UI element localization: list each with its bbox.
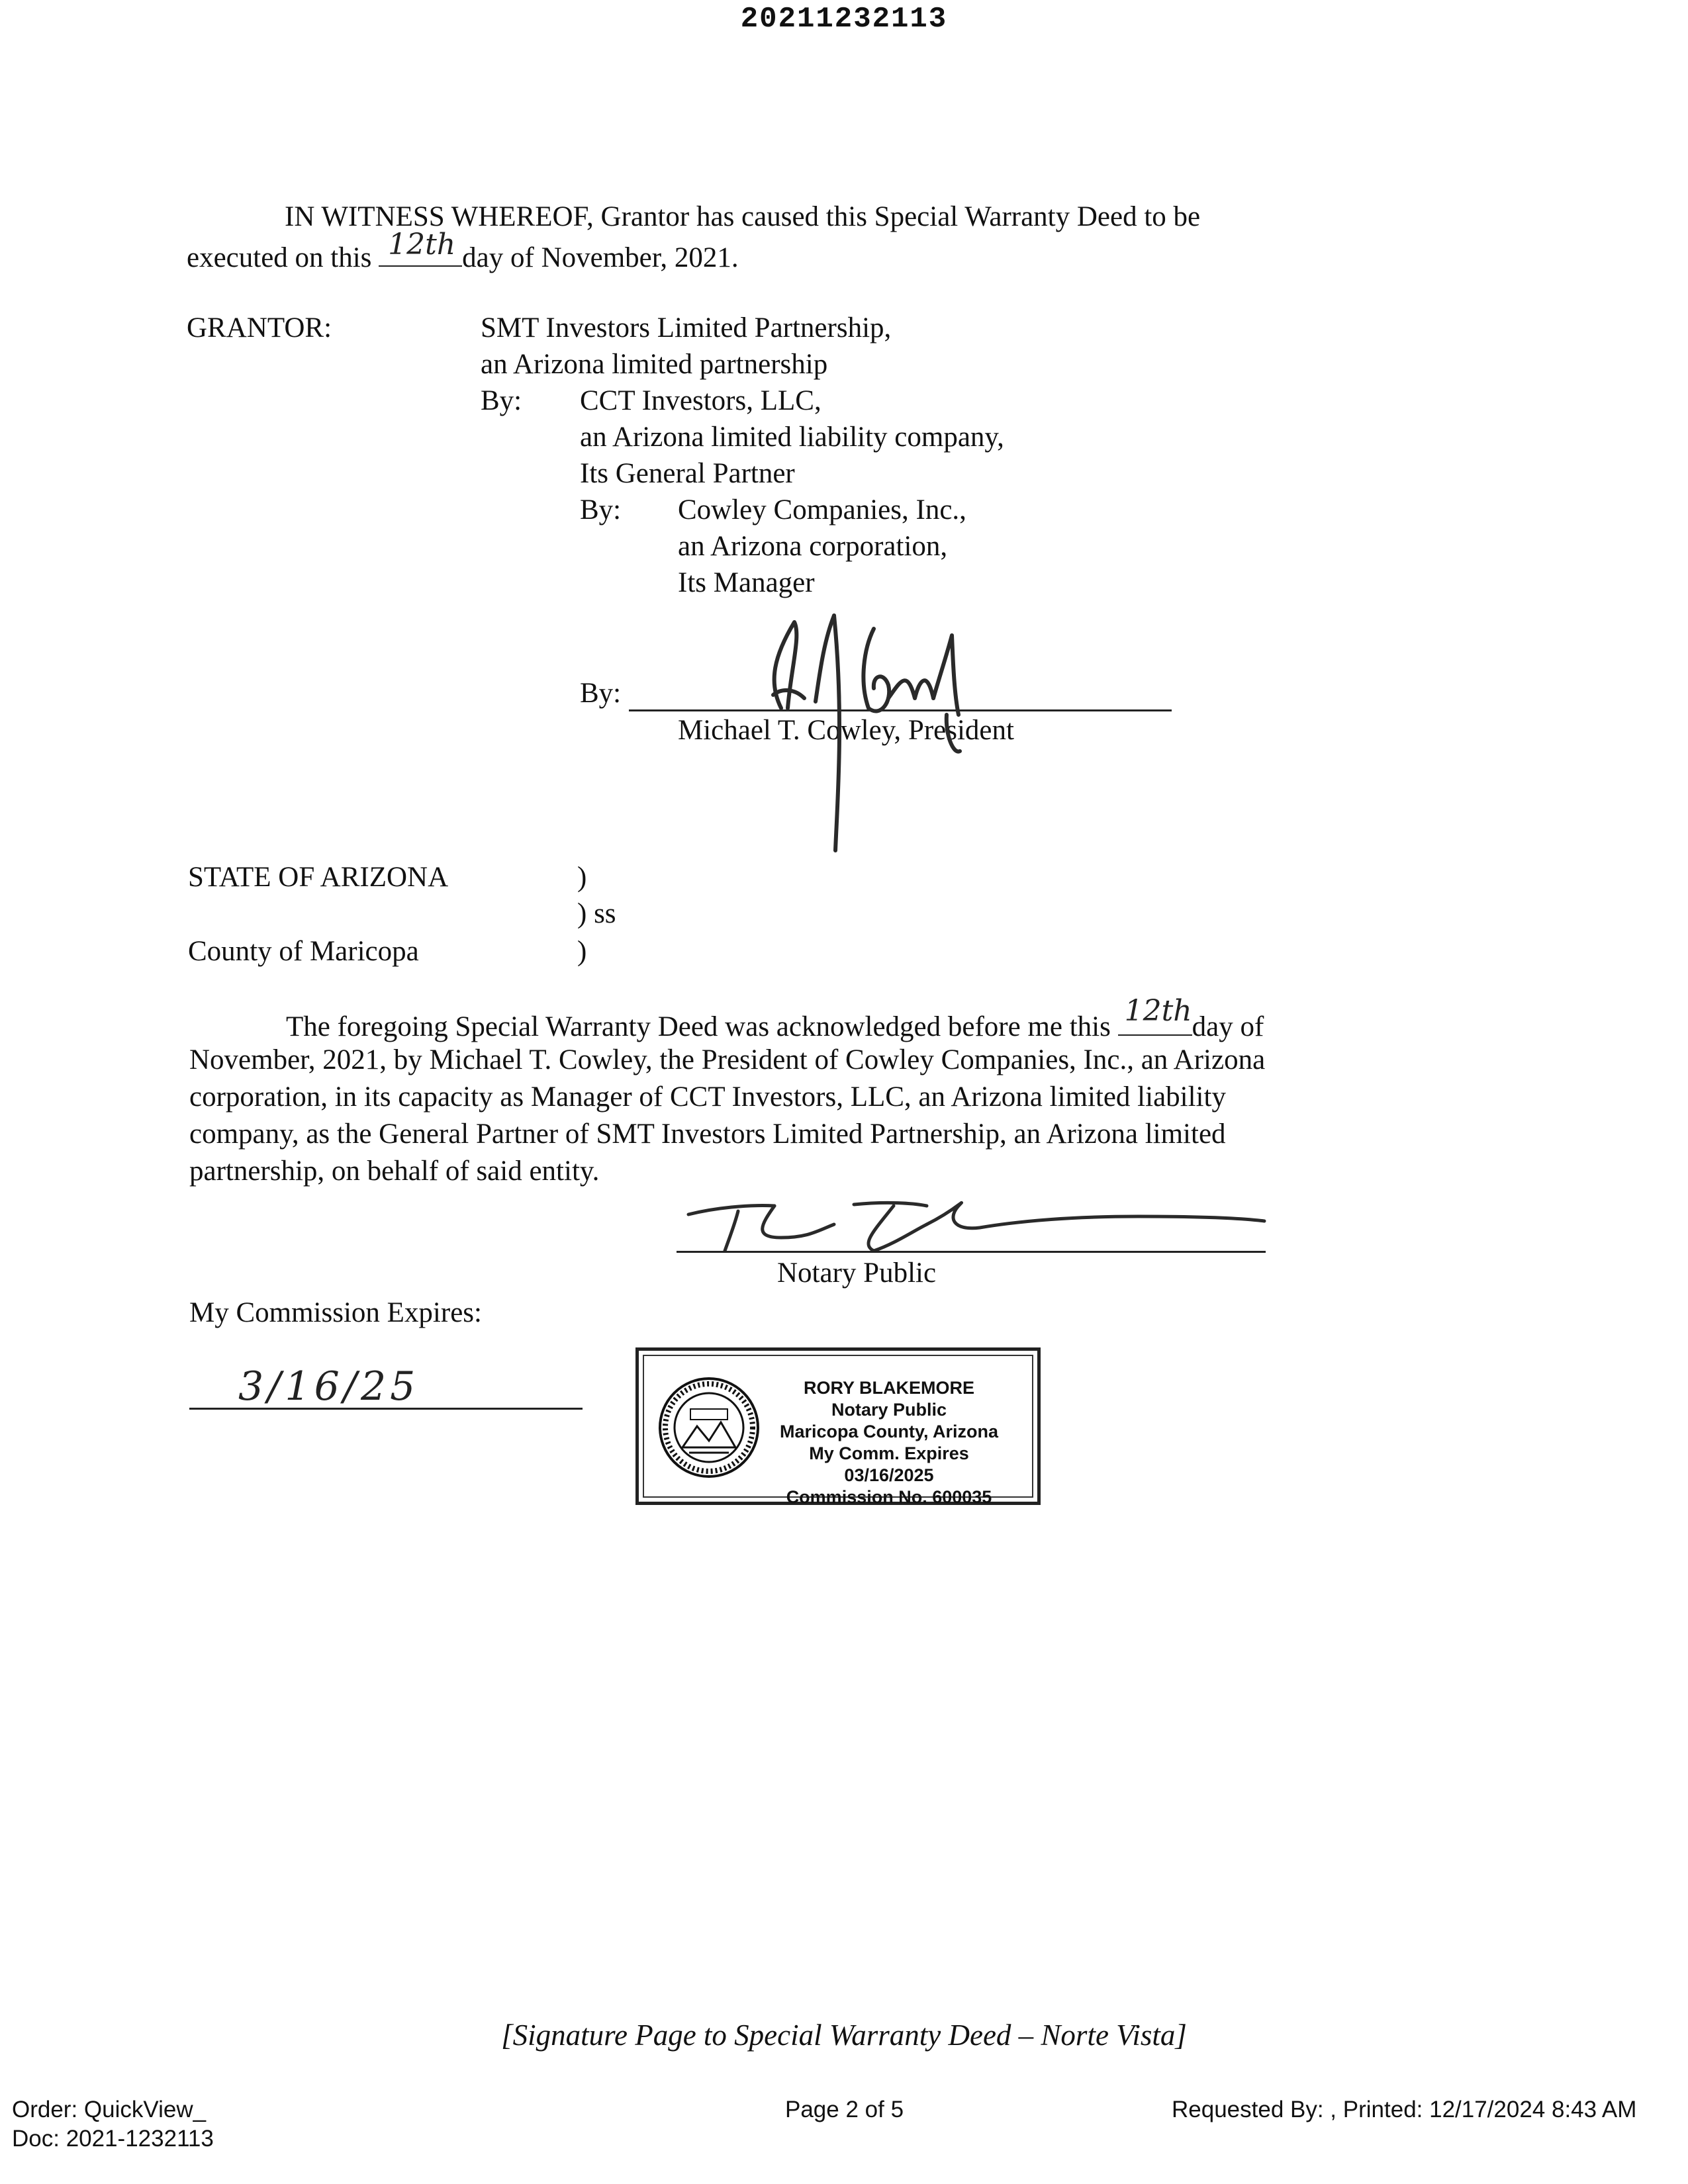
witness-day-handwritten: 12th bbox=[388, 228, 456, 261]
notary-stamp bbox=[635, 1347, 1041, 1505]
venue-county: County of Maricopa bbox=[188, 936, 419, 967]
by2-type: an Arizona corporation, bbox=[678, 531, 948, 562]
notary-public-label: Notary Public bbox=[777, 1257, 937, 1289]
by-label-2: By: bbox=[580, 494, 622, 525]
document-number-header: 20211232113 bbox=[740, 3, 948, 36]
stamp-title: Notary Public bbox=[831, 1400, 947, 1420]
venue-state: STATE OF ARIZONA bbox=[188, 862, 449, 893]
signature-page-caption: [Signature Page to Special Warranty Deed – Norte Vista] bbox=[501, 2019, 1187, 2052]
grantor-signature-icon bbox=[741, 582, 1019, 860]
ack-day-handwritten: 12th bbox=[1124, 994, 1192, 1028]
witness-line-2-post: day of November, 2021. bbox=[462, 242, 739, 273]
by2-name: Cowley Companies, Inc., bbox=[678, 494, 966, 525]
venue-paren-3: ) bbox=[577, 936, 587, 967]
venue-paren-1: ) bbox=[577, 862, 587, 893]
arizona-state-seal-icon bbox=[656, 1375, 762, 1480]
ack-line-1 bbox=[286, 994, 1264, 1044]
grantor-entity-type: an Arizona limited partnership bbox=[481, 349, 828, 380]
notary-stamp-text bbox=[763, 1377, 1015, 1508]
venue-ss: ) ss bbox=[577, 898, 616, 929]
stamp-name: RORY BLAKEMORE bbox=[803, 1378, 975, 1398]
footer-page: Page 2 of 5 bbox=[785, 2097, 904, 2122]
notary-signature-icon bbox=[675, 1191, 1284, 1264]
ack-day-blank bbox=[1118, 994, 1192, 1036]
by1-role: Its General Partner bbox=[580, 458, 795, 489]
ack-line-1-post: day of bbox=[1192, 1011, 1264, 1042]
stamp-commission-no: Commission No. 600035 bbox=[786, 1487, 992, 1507]
commission-label: My Commission Expires: bbox=[189, 1297, 482, 1328]
by1-name: CCT Investors, LLC, bbox=[580, 385, 821, 416]
ack-line-1-pre: The foregoing Special Warranty Deed was acknowledged before me this bbox=[286, 1011, 1111, 1042]
ack-line-4: company, as the General Partner of SMT Investors Limited Partnership, an Arizona limited bbox=[189, 1118, 1226, 1150]
footer-order: Order: QuickView_ bbox=[12, 2097, 207, 2122]
commission-date-handwritten: 3/16/25 bbox=[238, 1363, 420, 1410]
grantor-entity-name: SMT Investors Limited Partnership, bbox=[481, 312, 892, 343]
ack-line-2: November, 2021, by Michael T. Cowley, the President of Cowley Companies, Inc., an Arizona bbox=[189, 1044, 1266, 1075]
signer-name: Michael T. Cowley, President bbox=[678, 715, 1014, 746]
by1-type: an Arizona limited liability company, bbox=[580, 422, 1004, 453]
witness-line-2-pre: executed on this bbox=[187, 242, 372, 273]
ack-line-5: partnership, on behalf of said entity. bbox=[189, 1156, 600, 1187]
by2-role: Its Manager bbox=[678, 567, 815, 598]
witness-line-1: IN WITNESS WHEREOF, Grantor has caused this Special Warranty Deed to be bbox=[285, 201, 1201, 232]
footer-doc: Doc: 2021-1232113 bbox=[12, 2126, 214, 2152]
footer-requested: Requested By: , Printed: 12/17/2024 8:43 AM bbox=[1172, 2097, 1637, 2122]
stamp-expires: My Comm. Expires 03/16/2025 bbox=[809, 1443, 969, 1485]
witness-line-2 bbox=[187, 228, 739, 275]
by-label-1: By: bbox=[481, 385, 522, 416]
grantor-label: GRANTOR: bbox=[187, 312, 332, 343]
stamp-county: Maricopa County, Arizona bbox=[779, 1422, 999, 1441]
witness-day-blank bbox=[379, 228, 462, 267]
notary-signature-line bbox=[677, 1251, 1266, 1253]
by-label-3: By: bbox=[580, 678, 622, 709]
ack-line-3: corporation, in its capacity as Manager of CCT Investors, LLC, an Arizona limited liability bbox=[189, 1081, 1226, 1113]
